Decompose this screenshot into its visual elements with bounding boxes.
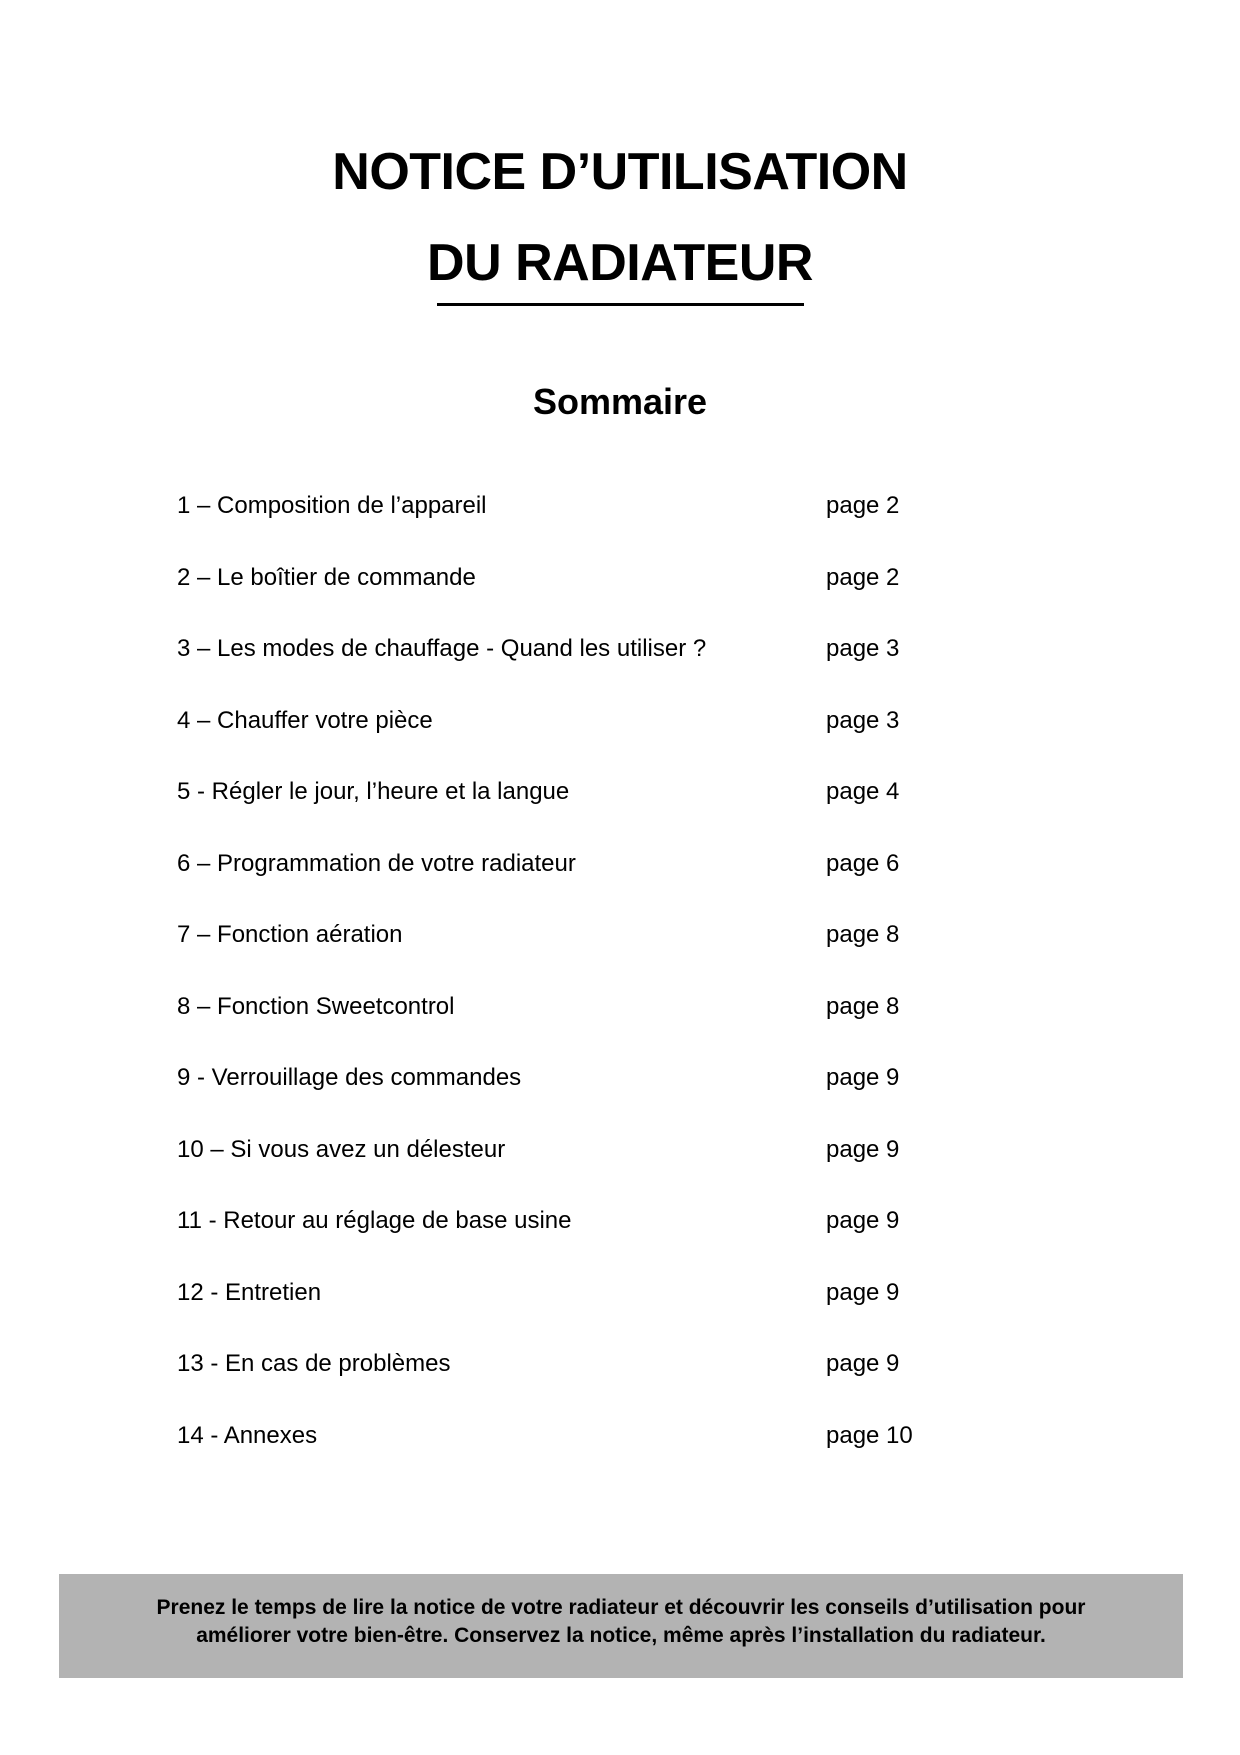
- toc-entry-label: 4 – Chauffer votre pièce: [177, 706, 433, 734]
- toc-entry-page: page 2: [826, 563, 900, 591]
- summary-heading: Sommaire: [532, 381, 708, 422]
- toc-entry-page: page 3: [826, 706, 900, 734]
- toc-entry: [177, 633, 977, 705]
- toc-entry: [177, 1348, 977, 1420]
- toc-entry: [177, 1420, 977, 1492]
- toc-entry: [177, 562, 977, 634]
- toc-entry-page: page 10: [826, 1421, 913, 1449]
- toc-entry-page: page 9: [826, 1207, 900, 1234]
- toc-entry-label: 7 – Fonction aération: [177, 921, 403, 948]
- toc-entry-label: 13 - En cas de problèmes: [177, 1350, 451, 1377]
- toc-entry-page: page 9: [826, 1350, 900, 1377]
- toc-entry: [177, 848, 977, 920]
- toc-entry-label: 12 - Entretien: [177, 1278, 322, 1306]
- toc-entry-page: page 9: [826, 1278, 900, 1306]
- toc-entry-page: page 6: [826, 849, 900, 877]
- toc-entry-page: page 8: [826, 992, 900, 1020]
- document-title-line2: DU RADIATEUR: [427, 234, 813, 292]
- toc-entry-label: 6 – Programmation de votre radiateur: [177, 849, 576, 877]
- toc-entry-page: page 9: [826, 1135, 900, 1163]
- reading-advice-line2: améliorer votre bien-être. Conservez la notice, même après l’installation du radiateur.: [196, 1624, 1046, 1647]
- toc-entry-page: page 9: [826, 1064, 900, 1091]
- toc-entry: [177, 1062, 977, 1134]
- reading-advice-line1: Prenez le temps de lire la notice de votre radiateur et découvrir les conseils d’utilisation pour: [156, 1596, 1086, 1619]
- toc-entry-label: 14 - Annexes: [177, 1421, 318, 1449]
- toc-entry-label: 8 – Fonction Sweetcontrol: [177, 992, 455, 1020]
- toc-entry-label: 5 - Régler le jour, l’heure et la langue: [177, 778, 570, 805]
- toc-entry: [177, 1134, 977, 1206]
- toc-entry-label: 2 – Le boîtier de commande: [177, 563, 476, 591]
- toc-entry: [177, 1205, 977, 1277]
- toc-entry-label: 11 - Retour au réglage de base usine: [177, 1207, 572, 1234]
- toc-entry: [177, 919, 977, 991]
- toc-entry: [177, 1277, 977, 1349]
- toc-entry-page: page 8: [826, 921, 900, 948]
- toc-entry: [177, 490, 977, 562]
- document-title-line1: NOTICE D’UTILISATION: [332, 143, 908, 201]
- toc-entry-page: page 2: [826, 492, 900, 519]
- toc-entry: [177, 776, 977, 848]
- table-of-contents: [177, 490, 977, 1491]
- toc-entry: [177, 705, 977, 777]
- toc-entry-label: 1 – Composition de l’appareil: [177, 492, 487, 519]
- toc-entry-label: 3 – Les modes de chauffage - Quand les utiliser ?: [177, 635, 707, 662]
- reading-advice-box: [59, 1574, 1183, 1678]
- toc-entry-page: page 4: [826, 778, 900, 805]
- toc-entry: [177, 991, 977, 1063]
- toc-entry-page: page 3: [826, 635, 900, 662]
- toc-entry-label: 10 – Si vous avez un délesteur: [177, 1135, 506, 1163]
- title-underline: [437, 303, 804, 306]
- toc-entry-label: 9 - Verrouillage des commandes: [177, 1064, 522, 1091]
